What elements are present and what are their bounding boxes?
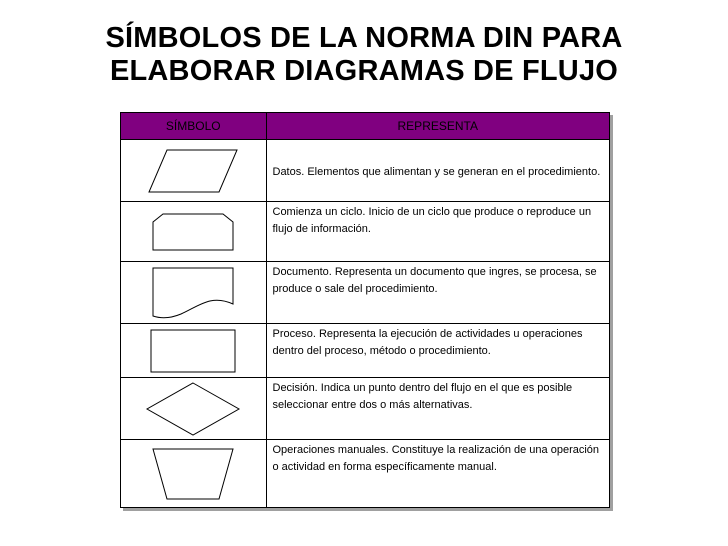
parallelogram-icon	[147, 148, 239, 194]
description-cell: Documento. Representa un documento que ingres, se procesa, se produce o sale del procedimiento.	[266, 262, 609, 324]
symbol-cell	[121, 262, 266, 324]
description-cell: Datos. Elementos que alimentan y se generan en el procedimiento.	[266, 140, 609, 202]
table-row	[121, 324, 609, 378]
table-header-row	[121, 113, 609, 140]
table-row	[121, 202, 609, 262]
description-cell: Operaciones manuales. Constituye la realización de una operación o actividad en forma específicamente manual.	[272, 444, 600, 473]
table-row	[121, 262, 609, 324]
page-title	[0, 22, 728, 88]
symbol-cell	[121, 202, 266, 262]
decision-diamond-icon	[145, 381, 241, 437]
header-symbol: SÍMBOLO	[121, 113, 266, 140]
page-title-line-2: ELABORAR DIAGRAMAS DE FLUJO	[109, 55, 619, 87]
symbols-table	[121, 113, 609, 507]
document-icon	[151, 266, 235, 320]
page-title-line-1: SÍMBOLOS DE LA NORMA DIN PARA	[105, 22, 623, 54]
table-row	[121, 140, 609, 202]
table-row	[121, 440, 609, 508]
description-cell: Decisión. Indica un punto dentro del flujo en el que es posible seleccionar entre dos o más alternativas.	[266, 378, 609, 440]
description-cell: Proceso. Representa la ejecución de actividades u operaciones dentro del proceso, método o procedimiento.	[266, 324, 609, 378]
description-cell: Comienza un ciclo. Inicio de un ciclo que produce o reproduce un flujo de información.	[266, 202, 609, 262]
symbol-cell	[121, 140, 266, 202]
symbol-cell	[121, 378, 266, 440]
manual-operation-icon	[151, 447, 235, 501]
symbol-cell	[121, 324, 266, 378]
loop-start-icon	[151, 212, 235, 252]
symbol-cell	[121, 440, 266, 508]
header-represents: REPRESENTA	[266, 113, 609, 140]
table-row	[121, 378, 609, 440]
process-rectangle-icon	[149, 328, 237, 374]
din-symbols-table	[120, 112, 610, 508]
